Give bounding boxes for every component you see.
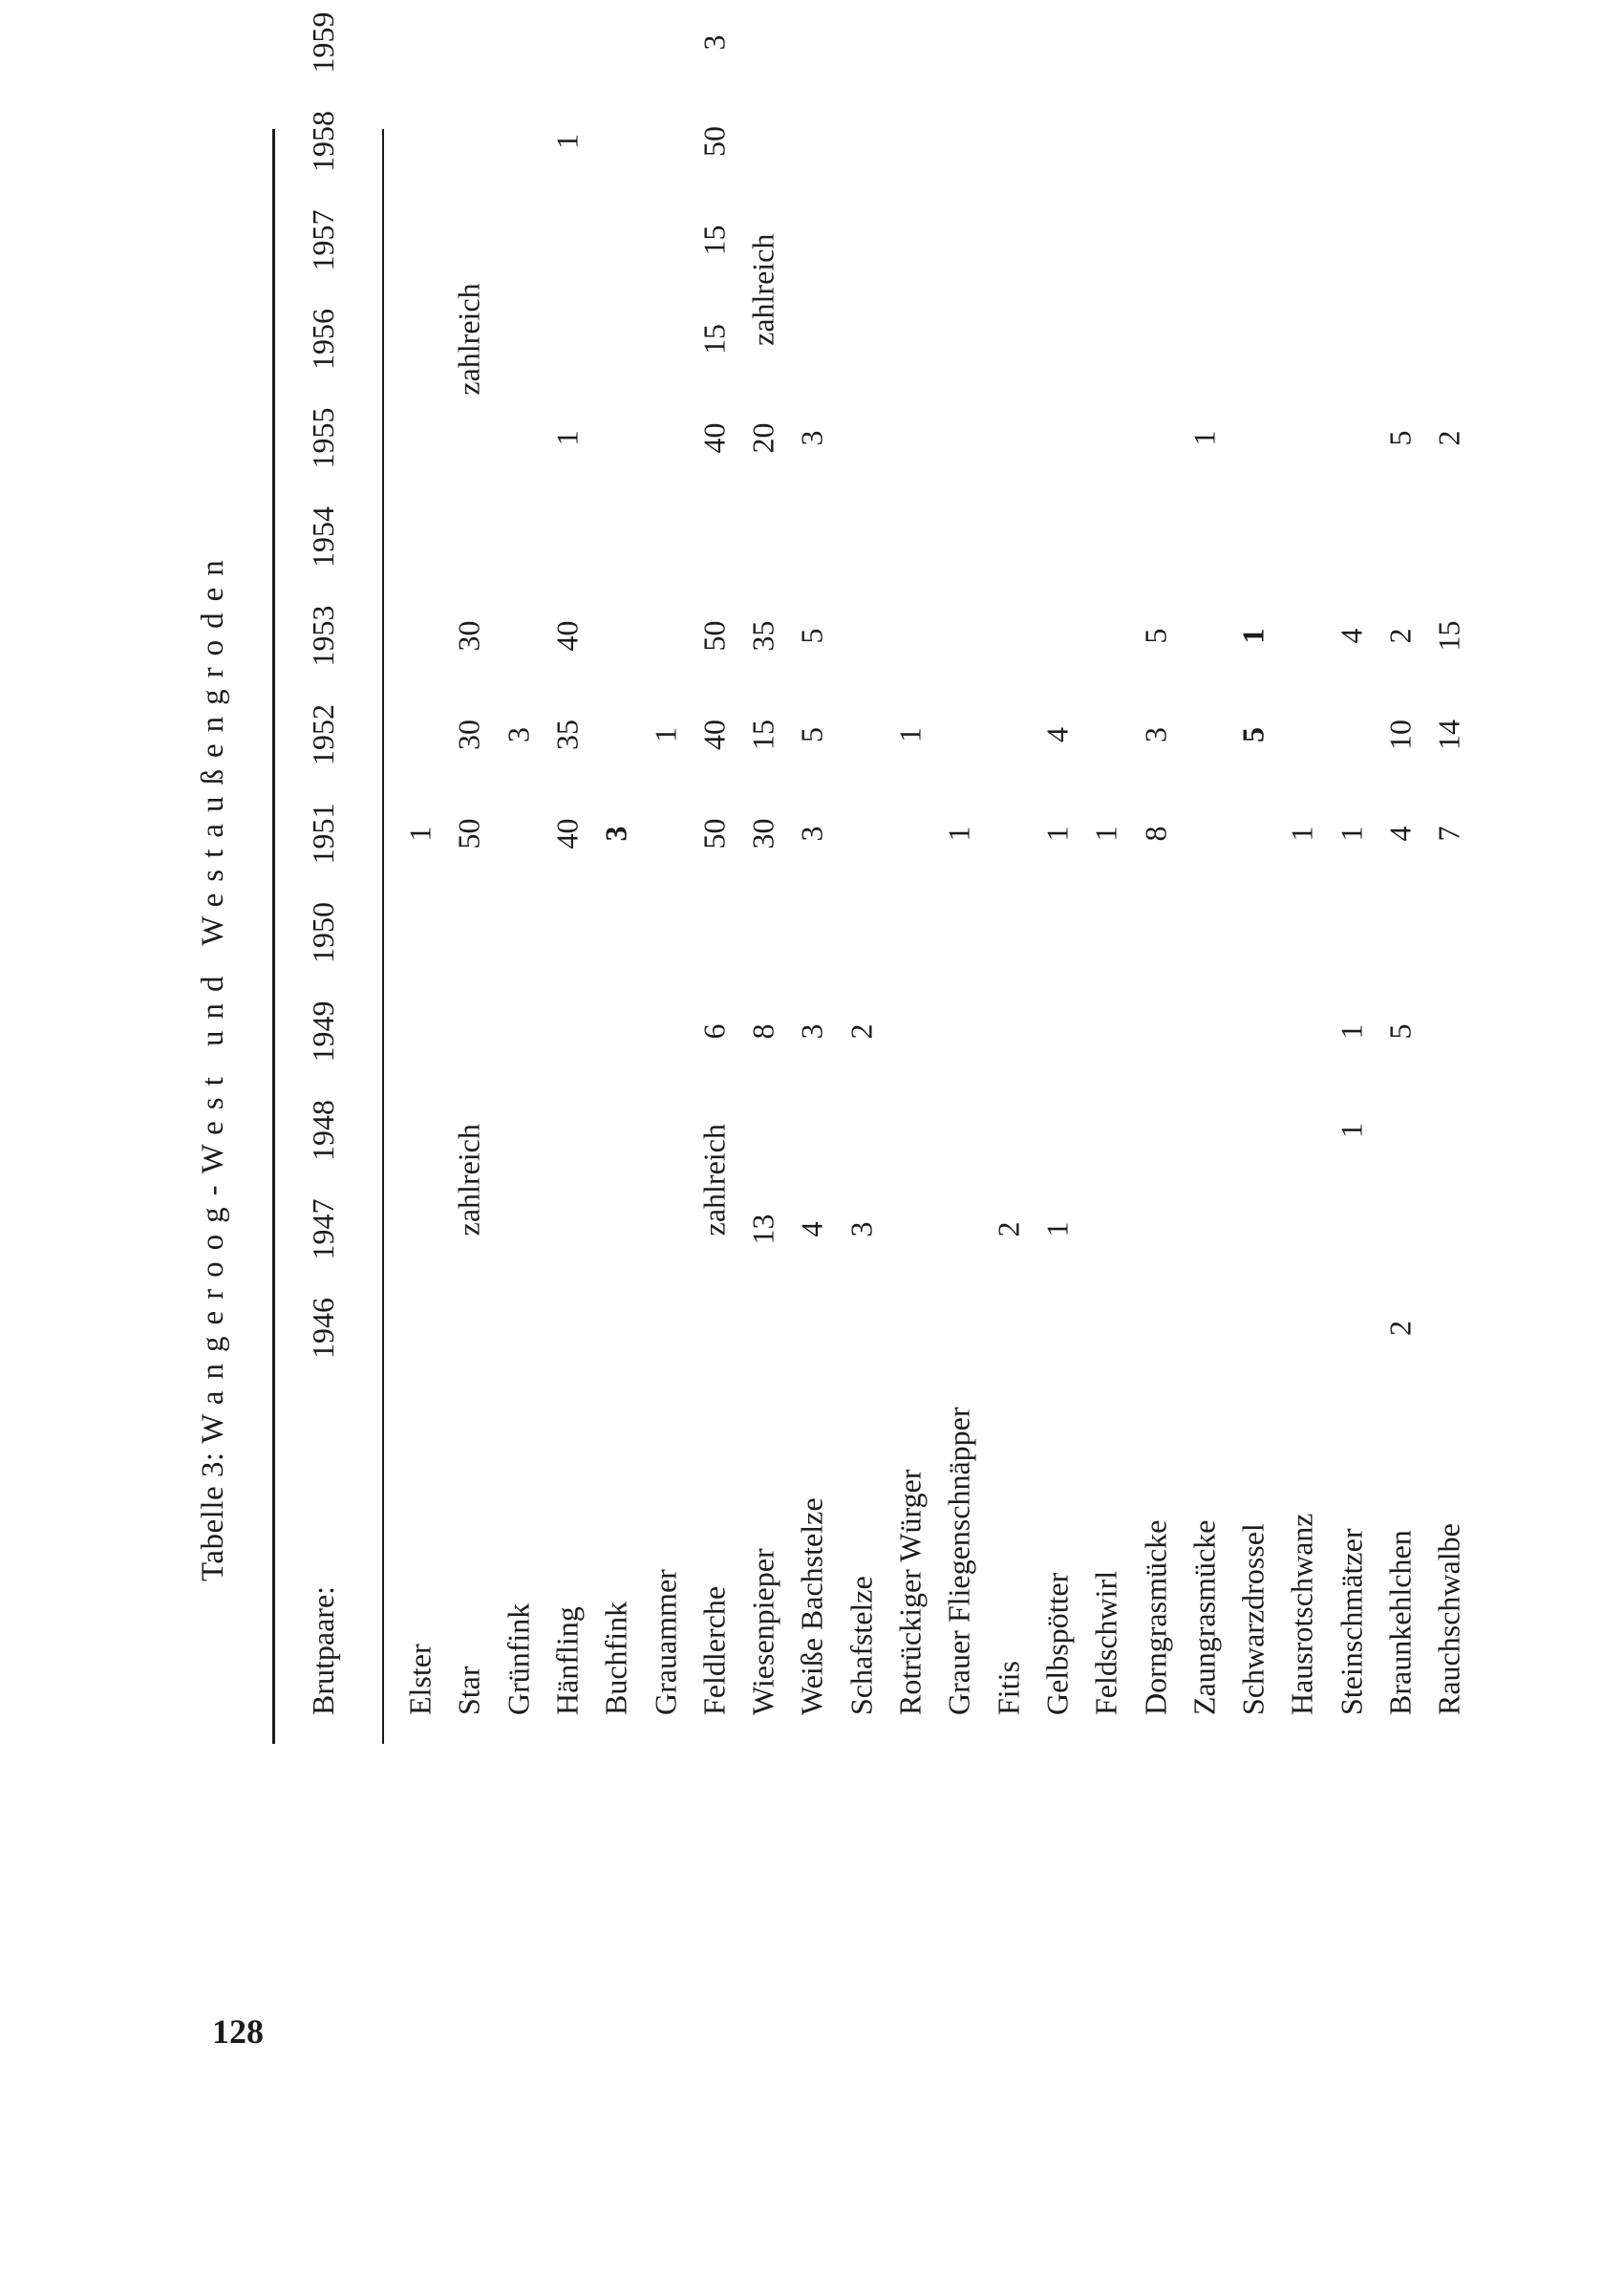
table-cell: 50 bbox=[696, 620, 732, 652]
header-rule bbox=[382, 129, 384, 1744]
table-cell: zahlreich bbox=[451, 1124, 486, 1236]
table-cell: 1 bbox=[1284, 826, 1319, 842]
species-label: Fitis bbox=[991, 1661, 1026, 1715]
table-cell: 1 bbox=[648, 727, 682, 742]
species-label: Hänfling bbox=[549, 1606, 585, 1715]
table-cell: 3 bbox=[794, 430, 829, 446]
table-cell: 50 bbox=[451, 818, 486, 849]
table-cell: 5 bbox=[1138, 628, 1172, 644]
species-label: Wiesenpieper bbox=[745, 1548, 780, 1715]
species-label: Grauer Fliegenschnäpper bbox=[941, 1407, 976, 1715]
table-cell: 30 bbox=[451, 620, 486, 652]
table-cell: zahlreich bbox=[745, 233, 780, 346]
table-cell: 1 bbox=[1334, 1123, 1369, 1138]
table-cell: 1 bbox=[1235, 628, 1271, 644]
species-label: Feldschwirl bbox=[1088, 1570, 1123, 1715]
species-label: Rauchschwalbe bbox=[1431, 1523, 1466, 1715]
table-cell: 1 bbox=[1334, 1023, 1369, 1040]
year-header-1955: 1955 bbox=[306, 407, 340, 469]
species-label: Braunkehlchen bbox=[1382, 1530, 1418, 1715]
table-cell: 35 bbox=[549, 720, 585, 750]
table-cell: 3 bbox=[794, 1023, 829, 1040]
year-header-1948: 1948 bbox=[306, 1100, 340, 1161]
table-cell: 5 bbox=[1382, 1023, 1418, 1040]
year-header-1951: 1951 bbox=[306, 803, 340, 865]
species-label: Zaungrasmücke bbox=[1186, 1519, 1222, 1715]
table-cell: 13 bbox=[745, 1214, 780, 1245]
table-cell: 1 bbox=[1334, 826, 1369, 842]
species-label: Hausrotschwanz bbox=[1284, 1513, 1319, 1715]
year-header-1950: 1950 bbox=[306, 902, 340, 963]
species-label: Star bbox=[451, 1666, 486, 1715]
table-cell: 1 bbox=[549, 430, 585, 446]
table-cell: 4 bbox=[1039, 727, 1075, 742]
table-cell: 8 bbox=[745, 1023, 780, 1040]
table-cell: 2 bbox=[1431, 430, 1466, 446]
species-label: Gelbspötter bbox=[1039, 1572, 1075, 1715]
table-cell: 15 bbox=[745, 720, 780, 750]
table-cell: 50 bbox=[696, 126, 732, 157]
table-cell: 3 bbox=[794, 826, 829, 842]
table-cell: 50 bbox=[696, 818, 732, 849]
table-cell: 15 bbox=[1431, 620, 1466, 652]
year-header-1953: 1953 bbox=[306, 605, 340, 667]
species-label: Rotrückiger Würger bbox=[892, 1469, 928, 1715]
table-cell: 4 bbox=[1382, 826, 1418, 842]
table-cell: 15 bbox=[696, 324, 732, 355]
table-cell: 40 bbox=[696, 422, 732, 454]
species-label: Elster bbox=[402, 1644, 438, 1715]
table-cell: 4 bbox=[794, 1221, 829, 1237]
year-header-1949: 1949 bbox=[306, 1000, 340, 1063]
species-label: Schwarzdrossel bbox=[1235, 1523, 1271, 1715]
species-label: Dorngrasmücke bbox=[1138, 1519, 1172, 1715]
table-cell: 15 bbox=[696, 225, 732, 256]
year-header-1959: 1959 bbox=[306, 11, 340, 74]
year-header-1958: 1958 bbox=[306, 111, 340, 172]
table-cell: zahlreich bbox=[696, 1124, 732, 1236]
species-label: Grünfink bbox=[501, 1602, 536, 1715]
table-cell: 6 bbox=[696, 1023, 732, 1040]
table-cell: 8 bbox=[1138, 826, 1172, 842]
table-cell: 3 bbox=[696, 34, 732, 51]
species-label: Weiße Bachstelze bbox=[794, 1497, 829, 1715]
species-label: Schafstelze bbox=[844, 1576, 879, 1715]
table-title-location: Wangeroog-West und Westaußengroden bbox=[196, 548, 230, 1444]
table-cell: 5 bbox=[1382, 430, 1418, 446]
table-cell: 40 bbox=[549, 620, 585, 652]
table-cell: 40 bbox=[696, 720, 732, 750]
species-label: Steinschmätzer bbox=[1334, 1528, 1369, 1715]
table-cell: 3 bbox=[844, 1221, 879, 1237]
year-header-1946: 1946 bbox=[306, 1298, 340, 1359]
table-cell: 1 bbox=[1039, 1221, 1075, 1237]
table-cell: 1 bbox=[402, 826, 438, 842]
year-header-1957: 1957 bbox=[306, 209, 340, 271]
table-cell: 3 bbox=[501, 727, 536, 742]
table-cell: 2 bbox=[1382, 1321, 1418, 1336]
table-cell: 7 bbox=[1431, 826, 1466, 842]
table-cell: 1 bbox=[549, 134, 585, 149]
table-cell: 35 bbox=[745, 620, 780, 652]
year-header-1956: 1956 bbox=[306, 309, 340, 370]
table-cell: 20 bbox=[745, 422, 780, 454]
page-number: 128 bbox=[212, 2012, 264, 2051]
table-title bbox=[196, 548, 231, 1581]
species-label: Grauammer bbox=[648, 1569, 682, 1715]
table-cell: 5 bbox=[794, 628, 829, 644]
table-cell: 30 bbox=[745, 818, 780, 849]
table-title-prefix: Tabelle 3: bbox=[196, 1451, 230, 1581]
table-cell: 14 bbox=[1431, 720, 1466, 750]
header-label: Brutpaare: bbox=[306, 1585, 340, 1715]
top-rule bbox=[272, 129, 275, 1744]
table-cell: 1 bbox=[892, 727, 928, 742]
table-cell: 1 bbox=[1186, 430, 1222, 446]
table-cell: 5 bbox=[794, 727, 829, 742]
table-cell: 30 bbox=[451, 720, 486, 750]
year-header-1947: 1947 bbox=[306, 1198, 340, 1260]
year-header-1954: 1954 bbox=[306, 506, 340, 568]
table-cell: 3 bbox=[598, 826, 633, 842]
table-cell: 10 bbox=[1382, 720, 1418, 750]
table-cell: 1 bbox=[941, 826, 976, 842]
table-cell: 2 bbox=[1382, 628, 1418, 644]
table-cell: 40 bbox=[549, 818, 585, 849]
year-header-1952: 1952 bbox=[306, 704, 340, 765]
table-cell: 5 bbox=[1235, 727, 1271, 742]
table-cell: 2 bbox=[991, 1221, 1026, 1237]
table-cell: 1 bbox=[1039, 826, 1075, 842]
table-cell: zahlreich bbox=[451, 283, 486, 396]
table-cell: 4 bbox=[1334, 628, 1369, 644]
species-label: Buchfink bbox=[598, 1601, 633, 1715]
table-cell: 1 bbox=[1088, 826, 1123, 842]
table-cell: 3 bbox=[1138, 727, 1172, 742]
species-label: Feldlerche bbox=[696, 1585, 732, 1715]
table-cell: 2 bbox=[844, 1023, 879, 1040]
